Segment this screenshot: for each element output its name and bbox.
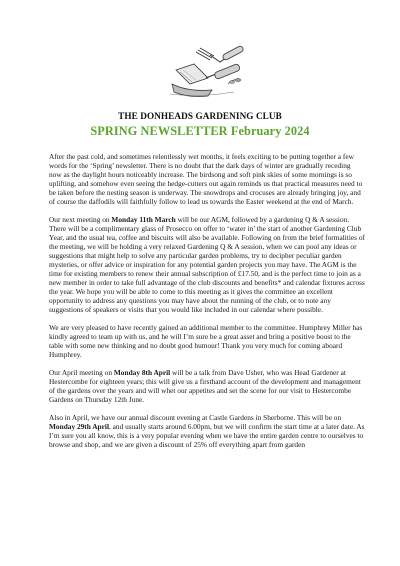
paragraph-discount-evening: Also in April, we have our annual discount evening at Castle Gardens in Sherborne. This will be on Monday 29th April, and usually starts around 6.00pm, but we will confirm the start time at a later date. As I’m sure you all know, this is a very popular evening when we have the entire garden centre to ourselves to browse and shop, and we are given a discount of 25% off everything apart from garden <box>49 412 365 450</box>
newsletter-title: SPRING NEWSLETTER February 2024 <box>90 124 310 138</box>
newsletter-body <box>49 152 365 458</box>
paragraph-intro: After the past cold, and sometimes relentlessly wet months, it feels exciting to be putting together a few words for the ‘Spring’ newsletter. There is no doubt that the dark days of winter are gradually receding now as the daylight hours noticeably increase. The birdsong and soft pink skies of some mornings is so uplifting, and somehow even seeing the hedge-cutters out again reminds us that practical measures need to be taken before the nesting season is underway. The snowdrops and crocuses are already bringing joy, and of course the daffodils will faithfully follow to lead us towards the Easter weekend at the end of March. <box>49 152 363 207</box>
paragraph-april-talk: Our April meeting on Monday 8th April will be a talk from Dave Usher, who was Head Gardener at Hestercombe for eighteen years; this will give us a firsthand account of the development and management of the gardens over the years and will whet our appetites and set the scene for our visit to Hestercombe Gardens on Thursday 12th June. <box>49 368 361 405</box>
date-agm: Monday 11th March <box>111 214 176 224</box>
gardening-tools-icon <box>168 40 248 98</box>
club-title: THE DONHEADS GARDENING CLUB <box>118 111 282 121</box>
paragraph-committee: We are very pleased to have recently gained an additional member to the committee. Humphrey Miller has kindly agreed to team up with us, and he will I’m sure be a great asset and bring a positive boost to the table with some new thinking and no doubt good humour! Thank you very much for coming aboard Humphrey. <box>49 323 363 360</box>
paragraph-agm: Our next meeting on Monday 11th March will be our AGM, followed by a gardening Q & A session. There will be a complimentary glass of Prosecco on offer to ‘water in’ the start of another Gardening Club Year, and the usual tea, coffee and biscuits will also be available. Following on from the brief formalities of the meeting, we will be holding a very relaxed Gardening Q & A session, when we can pool any ideas or suggestions that might help to solve any particular garden problems, try to decipher peculiar garden mysteries, or offer advice or inspiration for any potential garden projects you may have. The AGM is the time for existing members to renew their annual subscription of £17.50, and is the perfect time to join as a new member in order to take full advantage of the club discounts and benefits* and calendar fixtures across the year. We hope you will be able to come to this meeting as it gives the committee an excellent opportunity to address any questions you may have about the running of the club, or to note any suggestions of speakers or visits that you would like included in our calendar where possible. <box>49 214 365 315</box>
date-discount-evening: Monday 29th April <box>49 421 109 431</box>
date-april-talk: Monday 8th April <box>113 368 171 378</box>
